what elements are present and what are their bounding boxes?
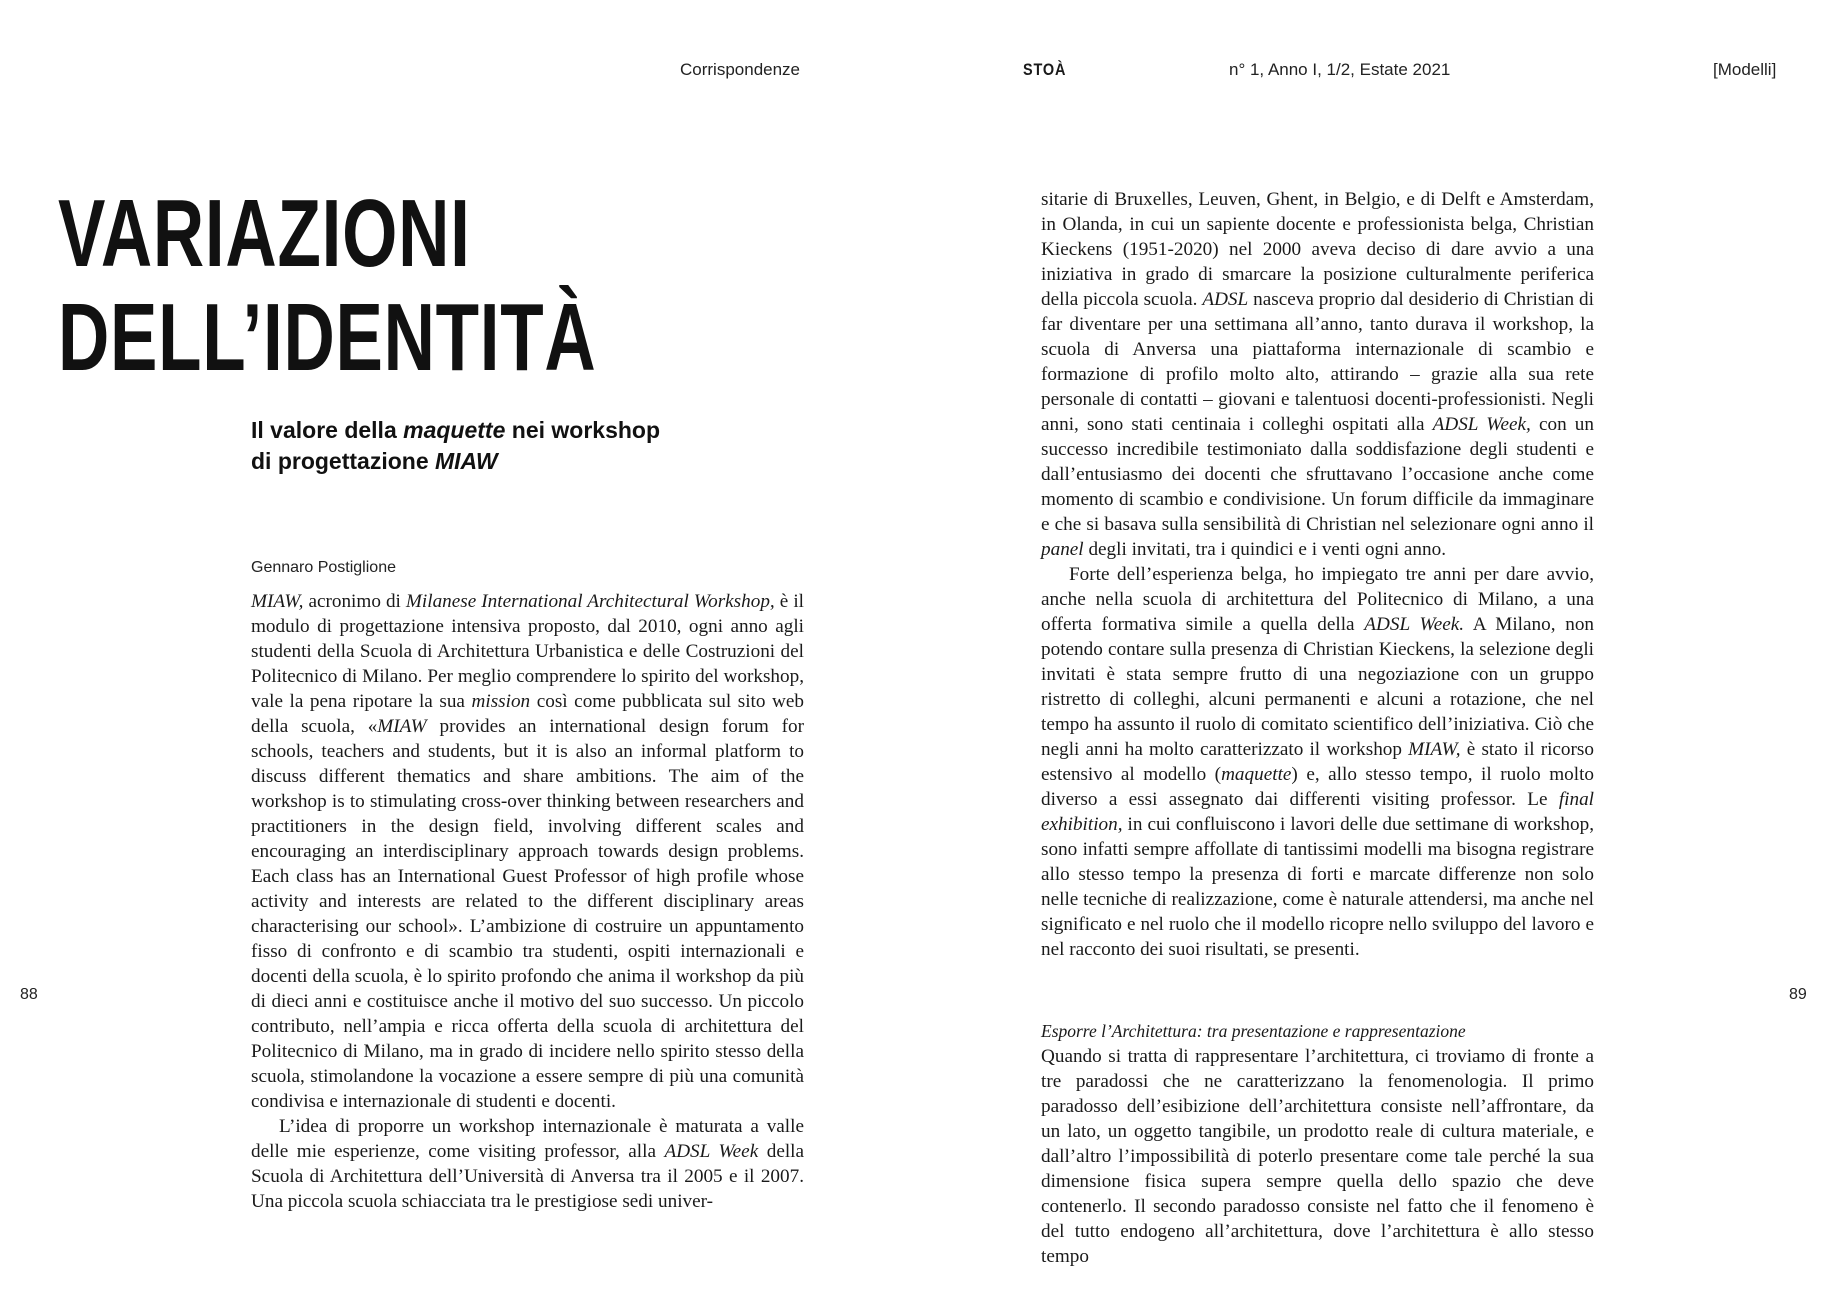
- article-title-line-2: DELL’IDENTITÀ: [58, 284, 597, 391]
- emphasis: ADSL Week: [664, 1141, 759, 1162]
- text: ) e, allo stesso tempo, il ruolo molto diverso a essi assegnato dai differenti visiting professor. Le: [1041, 764, 1595, 810]
- page-number-left: 88: [20, 986, 38, 1003]
- emphasis: final exhibition,: [1041, 789, 1594, 835]
- emphasis: MIAW,: [1408, 739, 1461, 760]
- text: acronimo di: [303, 591, 406, 612]
- text: degli invitati, tra i quindici e i venti ogni anno.: [1083, 539, 1447, 560]
- body-column-right: [1041, 187, 1594, 962]
- running-header-section-left: Corrispondenze: [680, 60, 801, 79]
- text: della Scuola di Architettura dell’Università di Anversa tra il 2005 e il 2007. Una piccola scuola schiacciata tra le prestigiose sedi univer-: [251, 1141, 805, 1212]
- article-title: [58, 180, 597, 391]
- text: nasceva proprio dal desiderio di Christian di far diventare per una settimana all’anno, tanto durava il workshop, la scuola di Anversa una piattaforma internazionale di scambio e formazione di profilo molto alto, attirando – grazie alla sua rete personale di contatti – giovani e talentuosi docenti-professionisti. Negli anni, sono stati centinaia i colleghi ospitati alla: [1041, 289, 1594, 435]
- emphasis: Milanese International Architectural Workshop,: [405, 591, 775, 612]
- paragraph: [251, 1114, 804, 1214]
- emphasis: mission: [471, 691, 531, 712]
- paragraph: [1041, 562, 1594, 962]
- text: sitarie di Bruxelles, Leuven, Ghent, in Belgio, e di Delft e Amsterdam, in Olanda, in cui un sapiente docente e professionista belga, Christian Kieckens (1951-2020) nel 2000 aveva deciso di dare avvio a una iniziativa in grado di smarcare la posizione culturalmente periferica della piccola scuola.: [1041, 189, 1594, 310]
- text: provides an international design forum for schools, teachers and students, but it is also an informal platform to discuss different thematics and share ambitions. The aim of the workshop is to stimulating cross-over thinking between researchers and practitioners in the design field, involving different scales and encouraging an interdisciplinary approach towards design problems. Each class has an International Guest Professor of high profile whose activity and interests are related to the different disciplinary areas characterising our school». L’ambizione di costruire un appuntamento fisso di confronto e di scambio tra studenti, ospiti internazionali e docenti della scuola, è lo spirito profondo che anima il workshop da più di dieci anni e costituisce anche il motivo del suo successo. Un piccolo contributo, nell’ampia e ricca offerta della scuola di architettura del Politecnico di Milano, ma in grado di incidere nello spirito stesso della scuola, stimolandone la vocazione a essere sempre di più una comunità condivisa e internazionale di studenti e docenti.: [251, 716, 804, 1112]
- text: è stato il ricorso estensivo al modello (: [1041, 739, 1594, 785]
- page-number-right: 89: [1789, 986, 1807, 1003]
- body-column-right-continued: [1041, 1044, 1594, 1269]
- subtitle-em: MIAW: [435, 448, 498, 474]
- emphasis: MIAW: [377, 716, 427, 737]
- text: è il modulo di progettazione intensiva proposto, dal 2010, ogni anno agli studenti della Scuola di Architettura Urbanistica e delle Costruzioni del Politecnico di Milano. Per meglio comprendere lo spirito del workshop, vale la pena ripotare la sua: [251, 591, 804, 712]
- section-heading: Esporre l’Architettura: tra presentazione e rappresentazione: [1041, 1021, 1466, 1041]
- emphasis: ADSL Week,: [1432, 414, 1531, 435]
- author-name: Gennaro Postiglione: [251, 559, 396, 576]
- issue-info: n° 1, Anno I, 1/2, Estate 2021: [1229, 60, 1451, 79]
- body-column-left: [251, 589, 804, 1214]
- article-title-line-1: VARIAZIONI: [58, 180, 471, 287]
- text: Forte dell’esperienza belga, ho impiegato tre anni per dare avvio, anche nella scuola di architettura del Politecnico di Milano, a una offerta formativa simile a quella della: [1041, 564, 1594, 635]
- subtitle-text: di progettazione: [251, 448, 435, 474]
- emphasis: maquette: [1221, 764, 1292, 785]
- emphasis: ADSL Week.: [1364, 614, 1465, 635]
- paragraph: [251, 589, 804, 1114]
- subtitle-text: Il valore della: [251, 417, 404, 443]
- text: in cui confluiscono i lavori delle due settimane di workshop, sono infatti sempre affollate di tantissimi modelli ma bisogna registrare allo stesso tempo la presenza di forti e marcate differenze non solo nelle tecniche di realizzazione, come è naturale attendersi, ma anche nel significato e nel ruolo che il modello ricopre nello sviluppo del lavoro e nel racconto dei suoi risultati, se presenti.: [1041, 814, 1594, 960]
- paragraph: Quando si tratta di rappresentare l’architettura, ci troviamo di fronte a tre paradossi che ne caratterizzano la fenomenologia. Il primo paradosso dell’esibizione dell’architettura consiste nell’affrontare, da un lato, un oggetto tangibile, un prodotto reale di cultura materiale, e dall’altro l’impossibilità di poterlo presentare come tale perché la sua dimensione fisica supera sempre quella dello spazio che deve contenerlo. Il secondo paradosso consiste nel fatto che il fenomeno è del tutto endogeno all’architettura, dove l’architettura è allo stesso tempo: [1041, 1046, 1594, 1267]
- text: così come pubblicata sul sito web della scuola, «: [251, 691, 804, 737]
- emphasis: MIAW,: [251, 591, 304, 612]
- journal-logo: STOÀ: [1023, 60, 1067, 79]
- running-header-section-right: [Modelli]: [1713, 60, 1777, 79]
- emphasis: ADSL: [1202, 289, 1249, 310]
- text: A Milano, non potendo contare sulla presenza di Christian Kieckens, la selezione degli invitati è stata sempre frutto di una negoziazione con un gruppo ristretto di colleghi, alcuni permanenti e alcuni a rotazione, che nel tempo ha assunto il ruolo di comitato scientifico dell’iniziativa. Ciò che negli anni ha molto caratterizzato il workshop: [1041, 614, 1595, 760]
- paragraph: [1041, 187, 1594, 562]
- text: con un successo incredibile testimoniato dalla soddisfazione degli studenti e dall’entusiasmo dei docenti che sfruttavano l’occasione anche come momento di scambio e condivisione. Un forum difficile da immaginare e che si basava sulla sensibilità di Christian nel selezionare ogni anno il: [1041, 414, 1594, 535]
- subtitle-text: nei workshop: [505, 417, 661, 443]
- emphasis: panel: [1041, 539, 1084, 560]
- subtitle-em: maquette: [403, 417, 506, 443]
- text: L’idea di proporre un workshop internazionale è maturata a valle delle mie esperienze, come visiting professor, alla: [251, 1116, 804, 1162]
- article-subtitle: [251, 415, 691, 477]
